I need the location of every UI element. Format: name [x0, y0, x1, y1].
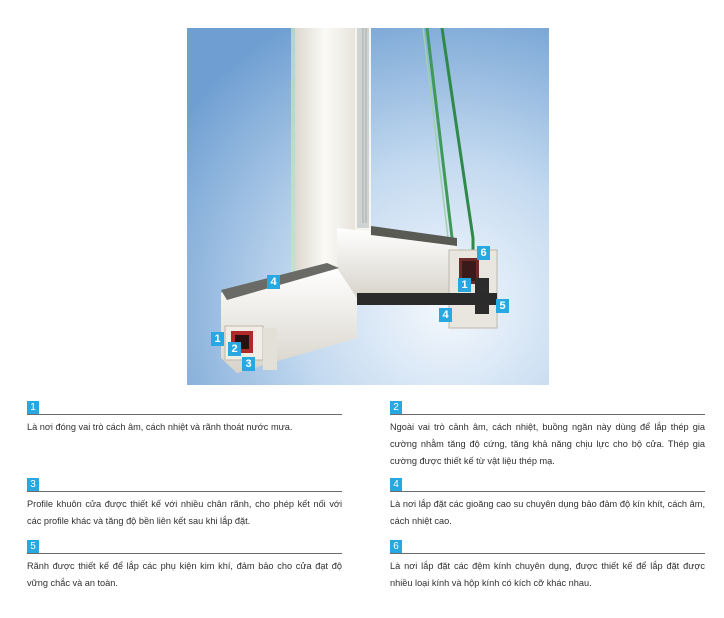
callout-1-left: 1	[211, 332, 224, 346]
description-text: Là nơi lắp đặt các gioăng cao su chuyên dụng bảo đảm độ kín khít, cách âm, cách nhiệt cao.	[390, 499, 705, 526]
window-profile-photo	[187, 28, 549, 385]
description-1-header	[27, 401, 342, 415]
number-badge: 5	[27, 540, 39, 553]
description-text: Là nơi lắp đặt các đệm kính chuyên dụng, được thiết kế để lắp đặt được nhiều loại kính và hộp kính có kích cỡ khác nhau.	[390, 561, 705, 588]
description-1	[27, 401, 342, 436]
description-6-header	[390, 540, 705, 554]
number-badge: 1	[27, 401, 39, 414]
number-badge: 2	[390, 401, 402, 414]
description-2	[390, 401, 705, 470]
callout-1-right: 1	[458, 278, 471, 292]
description-text: Là nơi đóng vai trò cách âm, cách nhiệt và rãnh thoát nước mưa.	[27, 422, 293, 432]
callout-4-left: 4	[267, 275, 280, 289]
callout-3: 3	[242, 357, 255, 371]
callout-2: 2	[228, 342, 241, 356]
callout-5: 5	[496, 299, 509, 313]
description-text: Rãnh được thiết kế để lắp các phụ kiện kim khí, đảm bảo cho cửa đạt độ vững chắc và an toàn.	[27, 561, 342, 588]
description-6	[390, 540, 705, 592]
description-2-header	[390, 401, 705, 415]
description-3-header	[27, 478, 342, 492]
number-badge: 6	[390, 540, 402, 553]
description-4	[390, 478, 705, 530]
number-badge: 4	[390, 478, 402, 491]
number-badge: 3	[27, 478, 39, 491]
description-5-header	[27, 540, 342, 554]
description-text: Profile khuôn cửa được thiết kế với nhiều chân rãnh, cho phép kết nối với các profile khác và tăng độ bền liên kết sau khi lắp đặt.	[27, 499, 342, 526]
callout-4-right: 4	[439, 308, 452, 322]
callout-6: 6	[477, 246, 490, 260]
description-4-header	[390, 478, 705, 492]
description-3	[27, 478, 342, 530]
description-5	[27, 540, 342, 592]
description-text: Ngoài vai trò cảnh âm, cách nhiệt, buồng ngăn này dùng để lắp thép gia cường nhằm tăng độ cứng, tăng khả năng chịu lực cho bộ cửa. Thép gia cường được thiết kế từ vật liệu thép mạ.	[390, 422, 705, 466]
